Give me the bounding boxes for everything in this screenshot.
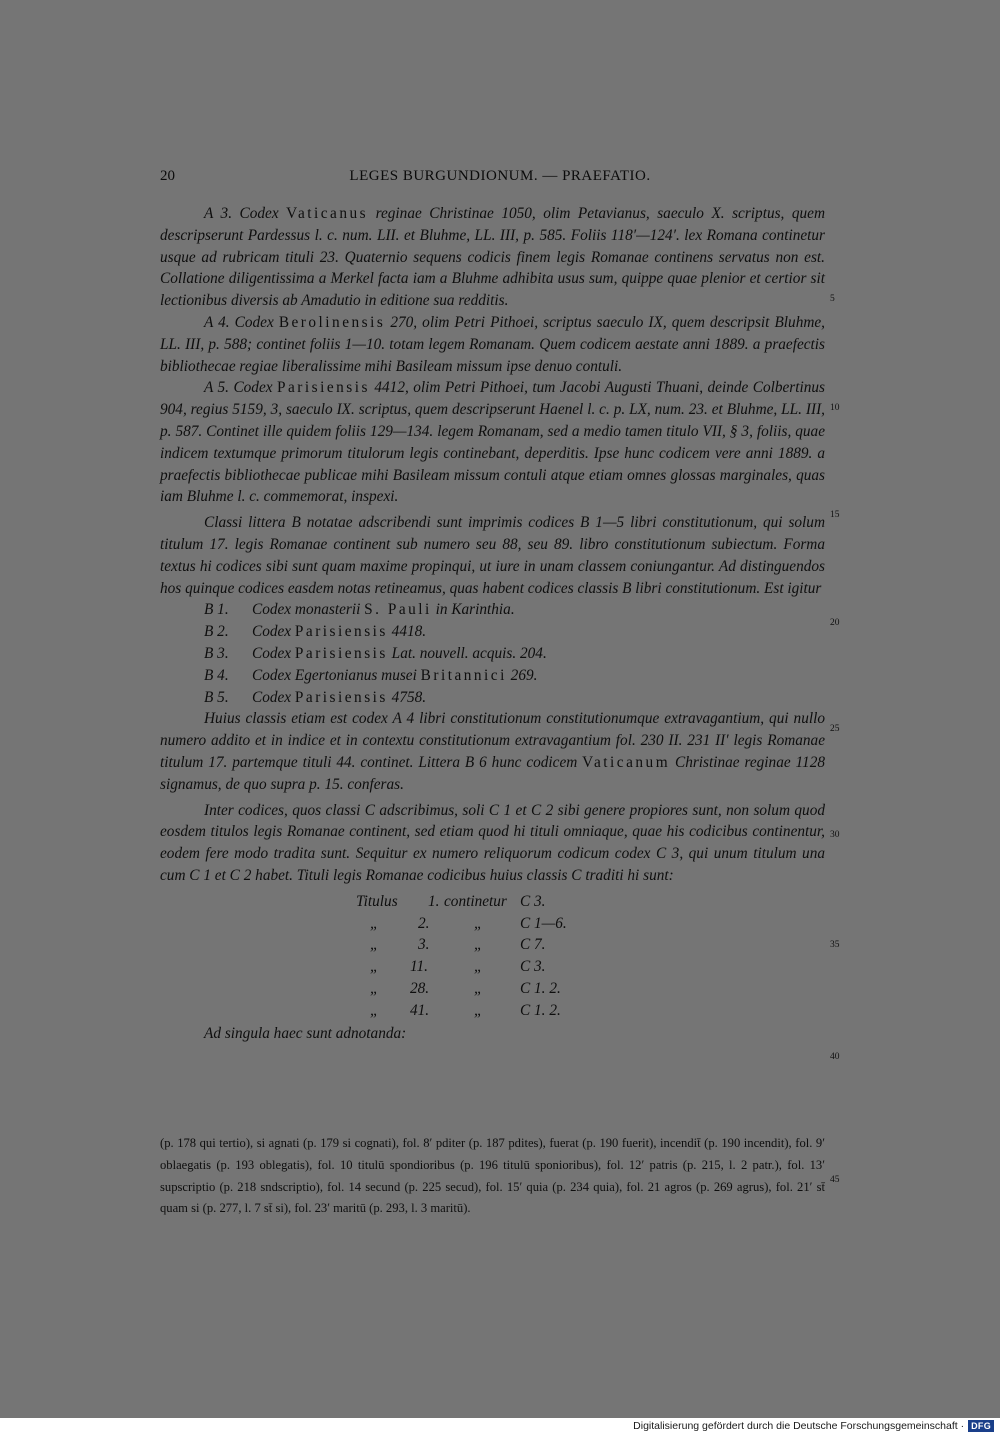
- paragraph-classis-b: Classi littera B notatae adscribendi sunt imprimis codices B 1—5 libri constitutionum, qui solum titulum 17. legis Romanae continent sub numero seu 88, seu 89. libro constitutionum subiectum. Forma textus hi codices sibi sunt quam maxime propinqui, ut iure in unam classem coniungantur. Ad distinguendos hos quinque codices easdem notas retineamus, quas habent codices classis B libri constitutionum. Est igitur: [160, 514, 825, 597]
- cell-number: 1.: [428, 892, 440, 910]
- line-number: 35: [830, 940, 840, 950]
- cell-label: Titulus: [356, 892, 398, 910]
- text-run: 4412, olim Petri Pithoei, tum Jacobi Augusti Thuani, deinde Colbertinus 904, regius 5159, 3, saeculo IX. scriptus, quem descripserunt Haenel l. c. p. LX, num. 23. et Bluhme, LL. III, p. 587. Continet ille quidem foliis 129—134. legem Romanam, sed a medio tamen titulo VII, § 3, foliis, quae indicem textumque primorum titulorum legis continebant, deperditis. Ipse hunc codicem vere anni 1889. a praefectis bibliothecae publicae mihi Basileam missum contuli atque etiam omnes glossas marginales, quas iam Bluhme l. c. commemorat, inspexi.: [160, 379, 825, 506]
- siglum: B 4.: [204, 666, 229, 684]
- text-run: Codex: [252, 688, 295, 706]
- cell-verb: continetur: [444, 892, 507, 910]
- cell-label: „: [370, 979, 379, 997]
- text-run: 4758.: [387, 688, 427, 706]
- text-run: Christinae reginae 1128 signamus, de quo supra p. 15. conferas.: [160, 753, 825, 793]
- cell-number: 41.: [410, 1001, 430, 1019]
- page-title: LEGES BURGUNDIONUM. — PRAEFATIO.: [349, 168, 651, 184]
- cell-verb: „: [474, 914, 483, 932]
- cell-label: „: [370, 958, 379, 976]
- cell-verb: „: [474, 958, 483, 976]
- line-number: 5: [830, 294, 835, 304]
- text-run: 270, olim Petri Pithoei, scriptus saeculo IX, quem descripsit Bluhme, LL. III, p. 588; continet foliis 1—10. totam legem Romanam. Quem codicem aestate anni 1889. a praefectis bibliothecae regiae liberalissime mihi Basileam missum ipse denuo contuli.: [160, 313, 826, 375]
- codex-name: Parisiensis: [294, 688, 388, 706]
- paragraph-adnotanda: Ad singula haec sunt adnotanda:: [204, 1025, 407, 1043]
- table-row: [356, 891, 825, 913]
- cell-label: „: [370, 1001, 379, 1019]
- paragraph-classis-c: Inter codices, quos classi C adscribimus, soli C 1 et C 2 sibi genere propiores sunt, non solum quod eosdem titulos legis Romanae continent, sed etiam quod hi tituli omniaque, quae his codicibus continentur, eodem fere modo tradita sunt. Sequitur ex numero reliquorum codicum codex C 3, qui unum titulum una cum C 1 et C 2 habet. Tituli legis Romanae codicibus huius classis C traditi hi sunt:: [160, 801, 825, 884]
- text-run: 269.: [506, 666, 538, 684]
- paragraph-huius: [160, 708, 825, 795]
- siglum: A 3.: [204, 205, 233, 222]
- paragraph-a5: [160, 377, 825, 508]
- text-run: Lat. nouvell. acquis. 204.: [387, 644, 547, 662]
- text-run: 4418.: [387, 623, 427, 641]
- text-run: Codex: [252, 644, 295, 662]
- siglum: A 5.: [204, 379, 229, 397]
- text-run: reginae Christinae 1050, olim Petavianus, saeculo X. scriptus, quem descripserunt Pardessus l. c. num. LII. et Bluhme, LL. III, p. 585. Foliis 118′—124′. lex Romana continetur usque ad rubricam tituli 23. Quaternio sequens codicis finem legis Romanae continens servatus non est. Collatione diligentissima a Merkel facta iam a Bluhme adhibita usus sum, quippe quae plenior et certior sit lectionibus diversis ab Amadutio in editione sua redditis.: [160, 205, 825, 310]
- siglum: B 5.: [204, 688, 229, 706]
- cell-verb: „: [474, 936, 483, 954]
- page-number: 20: [160, 168, 175, 184]
- siglum: A 4.: [204, 313, 230, 331]
- dfg-logo-icon: DFG: [968, 1420, 994, 1432]
- codex-list-b: [204, 599, 825, 708]
- cell-codices: C 1—6.: [520, 914, 567, 932]
- codex-name: Parisiensis: [294, 623, 388, 641]
- cell-verb: „: [474, 979, 483, 997]
- list-item: [204, 687, 825, 709]
- cell-codices: C 1. 2.: [520, 979, 561, 997]
- codex-name: Vaticanus: [286, 205, 369, 222]
- text-run: Huius classis etiam est codex A 4 libri constitutionum constitutionumque extravagantium, qui nullo numero addito et in indice et in contextu constitutionum extravagantium fol. 230 II. 231 II′ legis Romanae titulum 17. partemque tituli 44. continet. Littera B 6 hunc codicem: [160, 710, 825, 771]
- cell-codices: C 3.: [520, 958, 546, 976]
- siglum: B 1.: [204, 601, 229, 619]
- list-item: [204, 665, 825, 687]
- cell-codices: C 3.: [520, 892, 546, 910]
- cell-label: „: [370, 936, 379, 954]
- list-item: [204, 621, 825, 643]
- codex-name: Berolinensis: [278, 313, 386, 331]
- text-run: Codex Egertonianus musei: [252, 666, 421, 684]
- line-number: 15: [830, 510, 840, 520]
- text-run: in Karinthia.: [431, 601, 515, 619]
- text-run: Codex: [229, 379, 277, 397]
- line-number: 40: [830, 1052, 840, 1062]
- codex-name: S. Pauli: [364, 601, 432, 619]
- running-head: [160, 168, 840, 188]
- table-row: [356, 934, 825, 956]
- line-number: 10: [830, 403, 840, 413]
- table-row: [356, 1000, 825, 1022]
- line-number: 45: [830, 1175, 840, 1185]
- variant-readings: (p. 178 qui tertio), si agnati (p. 179 si cognati), fol. 8′ pditer (p. 187 pdites), fuerat (p. 190 fuerit), incendit̄ (p. 190 incendit), fol. 9′ oblaegatis (p. 193 oblegatis), fol. 10 titulū spondioribus (p. 196 titulū sponioribus), fol. 12′ patris (p. 215, l. 2 patr.), fol. 13′ supscriptio (p. 218 sndscriptio), fol. 14 secund (p. 225 secud), fol. 15′ quia (p. 234 quia), fol. 21 agros (p. 269 agrus), fol. 21′ st̄ quam si (p. 277, l. 7 st̄ si), fol. 23′ maritū (p. 293, l. 3 maritū).: [160, 1136, 825, 1216]
- paragraph-a3: [160, 203, 825, 312]
- siglum: B 2.: [204, 623, 229, 641]
- cell-codices: C 1. 2.: [520, 1001, 561, 1019]
- line-number: 20: [830, 618, 840, 628]
- cell-number: 2.: [418, 914, 430, 932]
- codex-name: Britannici: [420, 666, 507, 684]
- cell-number: 28.: [410, 979, 430, 997]
- table-row: [356, 956, 825, 978]
- footer-text: Digitalisierung gefördert durch die Deutsche Forschungsgemeinschaft ·: [633, 1420, 965, 1432]
- cell-number: 11.: [410, 958, 428, 976]
- siglum: B 3.: [204, 644, 229, 662]
- cell-verb: „: [474, 1001, 483, 1019]
- cell-number: 3.: [418, 936, 430, 954]
- text-run: Codex: [229, 313, 279, 331]
- table-row: [356, 913, 825, 935]
- codex-name: Parisiensis: [294, 644, 388, 662]
- digitization-footer: [633, 1419, 994, 1433]
- paragraph-a4: [160, 312, 825, 377]
- list-item: [204, 599, 825, 621]
- line-number: 25: [830, 724, 840, 734]
- text-run: Codex: [232, 205, 287, 222]
- text-run: Codex monasterii: [252, 601, 365, 619]
- codex-name: Parisiensis: [276, 379, 370, 397]
- cell-codices: C 7.: [520, 936, 546, 954]
- text-run: Codex: [252, 623, 295, 641]
- line-number: 30: [830, 830, 840, 840]
- titles-table: [356, 891, 825, 1022]
- list-item: [204, 643, 825, 665]
- cell-label: „: [370, 914, 379, 932]
- codex-name: Vaticanum: [582, 753, 671, 771]
- table-row: [356, 978, 825, 1000]
- main-text: [160, 203, 825, 1045]
